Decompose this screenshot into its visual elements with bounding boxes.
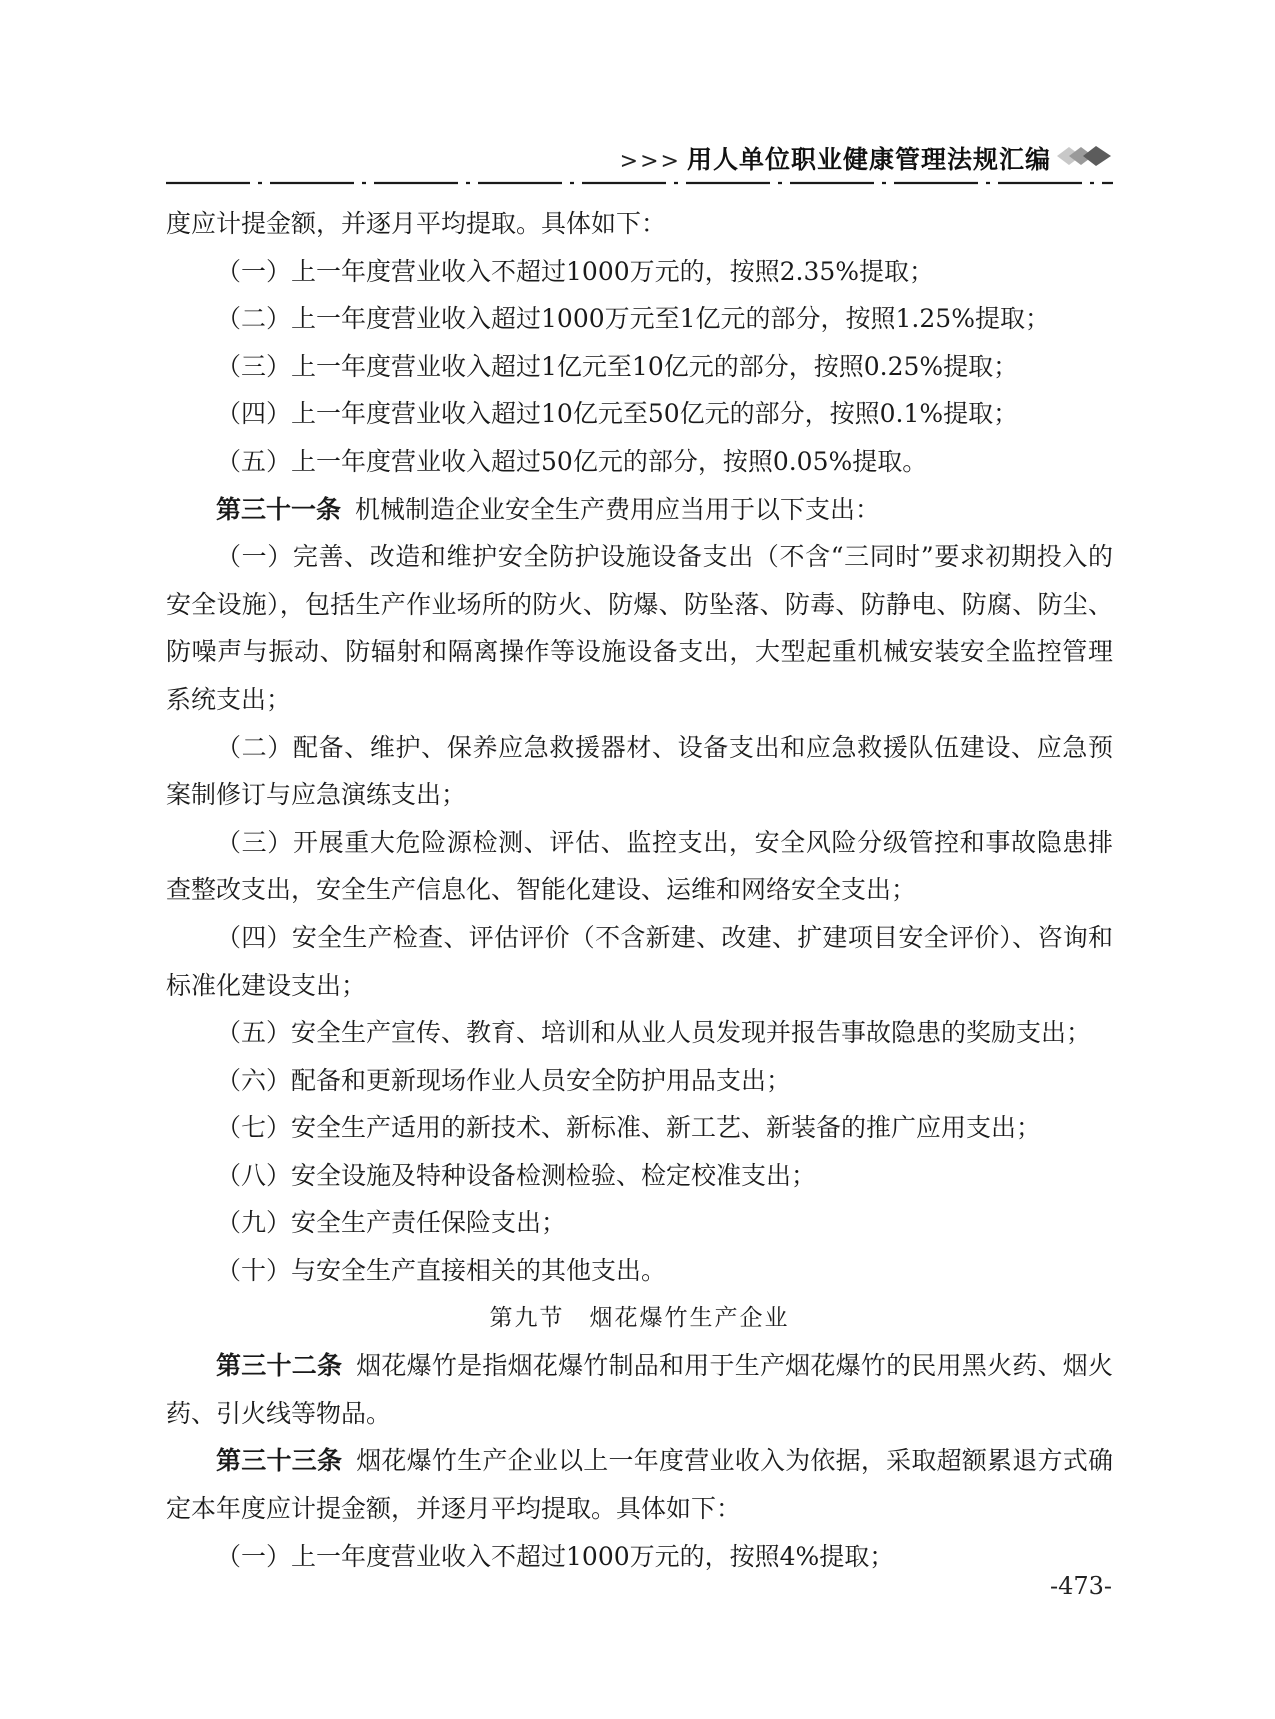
paragraph-text: 机械制造企业安全生产费用应当用于以下支出：: [355, 494, 881, 524]
document-body: [166, 200, 1113, 1580]
paragraph-text: （五）安全生产宣传、教育、培训和从业人员发现并报告事故隐患的奖励支出；: [216, 1018, 1092, 1048]
body-paragraph: [166, 1152, 1113, 1200]
article-number: 第三十三条: [216, 1446, 343, 1476]
section-heading: 第九节 烟花爆竹生产企业: [489, 1304, 790, 1331]
paragraph-text: （三）上一年度营业收入超过1亿元至10亿元的部分，按照0.25%提取；: [216, 351, 1019, 381]
body-paragraph: [166, 200, 1113, 248]
body-paragraph: [166, 1247, 1113, 1295]
body-paragraph: [166, 1009, 1113, 1057]
paragraph-text: （八）安全设施及特种设备检测检验、检定校准支出；: [216, 1160, 817, 1190]
article-paragraph: [166, 1437, 1113, 1532]
body-paragraph: [166, 819, 1113, 914]
body-paragraph: [166, 390, 1113, 438]
body-paragraph: [166, 1533, 1113, 1581]
paragraph-text: （四）上一年度营业收入超过10亿元至50亿元的部分，按照0.1%提取；: [216, 399, 1019, 429]
paragraph-text: （一）上一年度营业收入不超过1000万元的，按照4%提取；: [216, 1541, 895, 1571]
body-paragraph: [166, 533, 1113, 723]
paragraph-text: （五）上一年度营业收入超过50亿元的部分，按照0.05%提取。: [216, 446, 928, 476]
body-paragraph: [166, 343, 1113, 391]
header-divider: [166, 180, 1113, 188]
paragraph-text: （九）安全生产责任保险支出；: [216, 1208, 567, 1238]
article-paragraph: [166, 1342, 1113, 1437]
diamond-ornament-icon: [1055, 144, 1113, 168]
body-paragraph: [166, 1057, 1113, 1105]
paragraph-text: （三）开展重大危险源检测、评估、监控支出，安全风险分级管控和事故隐患排查整改支出，安全生产信息化、智能化建设、运维和网络安全支出；: [166, 827, 1113, 905]
paragraph-text: （十）与安全生产直接相关的其他支出。: [216, 1256, 667, 1286]
paragraph-text: （七）安全生产适用的新技术、新标准、新工艺、新装备的推广应用支出；: [216, 1113, 1042, 1143]
chevron-right-icon: >>>: [619, 149, 681, 174]
body-paragraph: [166, 248, 1113, 296]
body-paragraph: [166, 295, 1113, 343]
paragraph-text: （六）配备和更新现场作业人员安全防护用品支出；: [216, 1065, 792, 1095]
page-number: -473-: [1050, 1572, 1113, 1600]
header-title-text: 用人单位职业健康管理法规汇编: [686, 145, 1051, 174]
paragraph-text: （一）上一年度营业收入不超过1000万元的，按照2.35%提取；: [216, 256, 935, 286]
header-title: [620, 140, 1051, 176]
body-paragraph: [166, 914, 1113, 1009]
article-paragraph: [166, 486, 1113, 534]
body-paragraph: [166, 1104, 1113, 1152]
body-paragraph: [166, 724, 1113, 819]
article-number: 第三十二条: [216, 1351, 343, 1381]
paragraph-text: 烟花爆竹是指烟花爆竹制品和用于生产烟花爆竹的民用黑火药、烟火药、引火线等物品。: [166, 1351, 1113, 1428]
paragraph-text: （一）完善、改造和维护安全防护设施设备支出（不含“三同时”要求初期投入的安全设施），包括生产作业场所的防火、防爆、防坠落、防毒、防静电、防腐、防尘、防噪声与振动、防辐射和隔离操作等设施设备支出，大型起重机械安装安全监控管理系统支出；: [166, 542, 1113, 714]
body-paragraph: [166, 438, 1113, 486]
paragraph-text: 度应计提金额，并逐月平均提取。具体如下：: [166, 209, 667, 238]
article-number: 第三十一条: [216, 494, 342, 524]
paragraph-text: （四）安全生产检查、评估评价（不含新建、改建、扩建项目安全评价）、咨询和标准化建设支出；: [166, 922, 1113, 1000]
paragraph-text: （二）配备、维护、保养应急救援器材、设备支出和应急救援队伍建设、应急预案制修订与应急演练支出；: [166, 732, 1113, 810]
running-header: [166, 138, 1113, 188]
body-paragraph: [166, 1199, 1113, 1247]
paragraph-text: （二）上一年度营业收入超过1000万元至1亿元的部分，按照1.25%提取；: [216, 304, 1050, 334]
paragraph-text: 烟花爆竹生产企业以上一年度营业收入为依据，采取超额累退方式确定本年度应计提金额，并逐月平均提取。具体如下：: [166, 1446, 1113, 1524]
